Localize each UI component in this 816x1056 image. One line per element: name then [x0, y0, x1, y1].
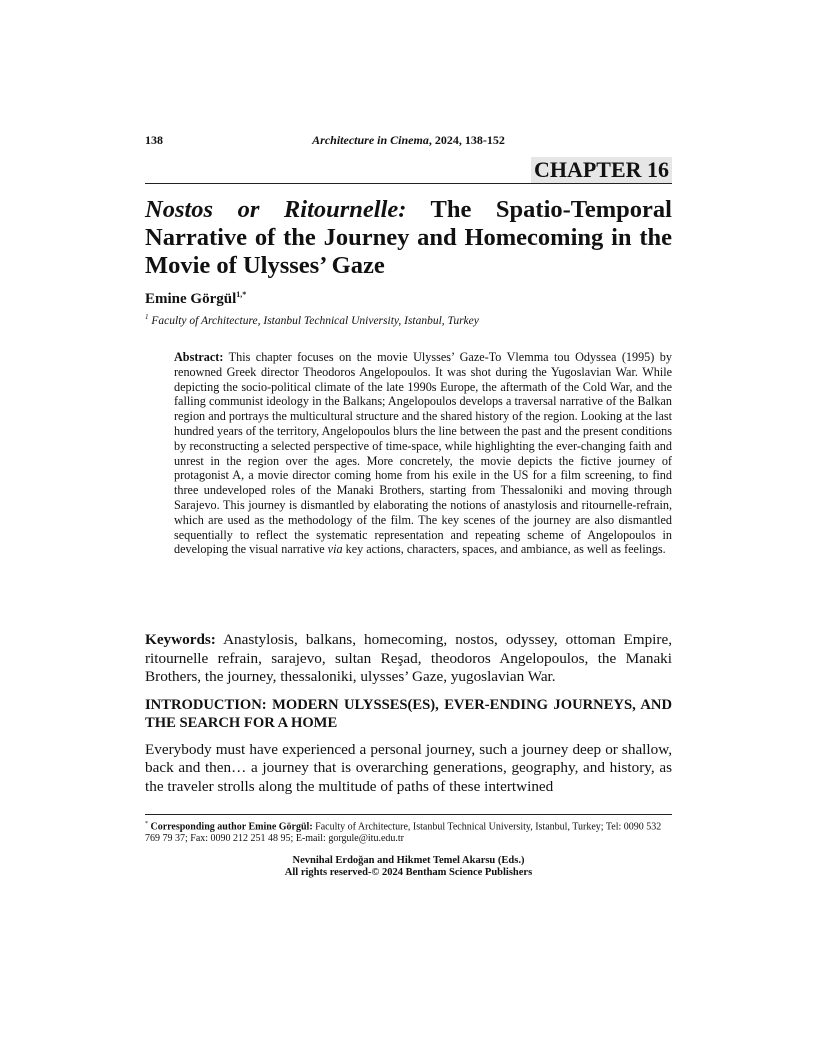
body-paragraph: Everybody must have experienced a personal journey, such a journey deep or shallow, back and then… a journey that is overarching generations, geography, and history, as the traveler strolls along the multitude of paths of these intertwined — [145, 741, 672, 795]
journal-citation — [145, 133, 672, 148]
running-header — [145, 133, 672, 149]
footnote-label: Corresponding author Emine Görgül: — [150, 821, 313, 833]
journal-title: Architecture in Cinema — [312, 133, 429, 147]
footnote-rule — [145, 814, 672, 815]
footnote-mark: * — [145, 821, 148, 827]
editors-line: Nevnihal Erdoğan and Hikmet Temel Akarsu (Eds.) — [292, 855, 525, 866]
keywords-label: Keywords: — [145, 631, 216, 648]
author-line — [145, 290, 246, 308]
author-marks: 1,* — [236, 290, 247, 299]
abstract-text-end: key actions, characters, spaces, and ambiance, as well as feelings. — [342, 542, 666, 557]
affiliation-mark: 1 — [145, 313, 149, 321]
footnote-text: Faculty of Architecture, Istanbul Technical University, Istanbul, Turkey; Tel: 0090 532 769 79 37; Fax: 0090 212 251 48 95; E-mail: gorgule@itu.edu.tr — [145, 821, 662, 845]
abstract-via: via — [327, 542, 343, 557]
publisher-block — [145, 855, 672, 879]
abstract — [174, 350, 672, 557]
footnote — [145, 818, 672, 845]
journal-volume-pages: , 2024, 138-152 — [428, 133, 505, 147]
page-number: 138 — [145, 133, 163, 147]
keywords — [145, 631, 672, 687]
title-italic-part: Nostos or Ritournelle: — [145, 196, 407, 223]
paper-title — [145, 196, 672, 280]
chapter-label: CHAPTER 16 — [531, 157, 672, 183]
section-heading: INTRODUCTION: MODERN ULYSSES(ES), EVER-ENDING JOURNEYS, AND THE SEARCH FOR A HOME — [145, 697, 672, 731]
title-rest: The Spatio-Temporal Narrative of the Journey and Homecoming in the Movie of Ulysses’ Gaze — [145, 196, 672, 279]
author-name: Emine Görgül — [145, 291, 237, 307]
abstract-text: This chapter focuses on the movie Ulysses’ Gaze-To Vlemma tou Odyssea (1995) by renowned Greek director Theodoros Angelopoulos. It was shot during the Yugoslavian War. While depicting the socio-political climate of the late 1990s Europe, the aftermath of the Cold War, and the falling communist ideology in the Balkans; Angelopoulos develops a traversal narrative of the Balkan region and portrays the multicultural structure and the shared history of the region. Looking at the last hundred years of the territory, Angelopoulos blurs the line between the past and the present conditions by reconstructing a selected perspective of time-space, while highlighting the ever-changing faith and unrest in the region over the ages. More concretely, the movie depicts the fictive journey of protagonist A, a movie director coming home from his exile in the US for a film screening, to find three undeveloped roles of the Manaki Brothers, starting from Thessaloniki and moving through Sarajevo. This journey is dismantled by elaborating the notions of anastylosis and ritournelle-refrain, which are used as the methodology of the film. The key scenes of the journey are also dismantled sequentially to reflect the systematic representation and repeating scheme of Angelopoulos in developing the visual narrative — [174, 350, 672, 557]
abstract-label: Abstract: — [174, 350, 224, 364]
keywords-text: Anastylosis, balkans, homecoming, nostos, odyssey, ottoman Empire, ritournelle refrain, sarajevo, sultan Reşad, theodoros Angelopoulos, the Manaki Brothers, the journey, thessaloniki, ulysses’ Gaze, yugoslavian War. — [145, 631, 672, 685]
affiliation-text: Faculty of Architecture, Istanbul Technical University, Istanbul, Turkey — [148, 314, 479, 327]
header-rule — [145, 183, 672, 184]
affiliation — [145, 313, 479, 327]
rights-line: All rights reserved-© 2024 Bentham Science Publishers — [284, 867, 533, 878]
